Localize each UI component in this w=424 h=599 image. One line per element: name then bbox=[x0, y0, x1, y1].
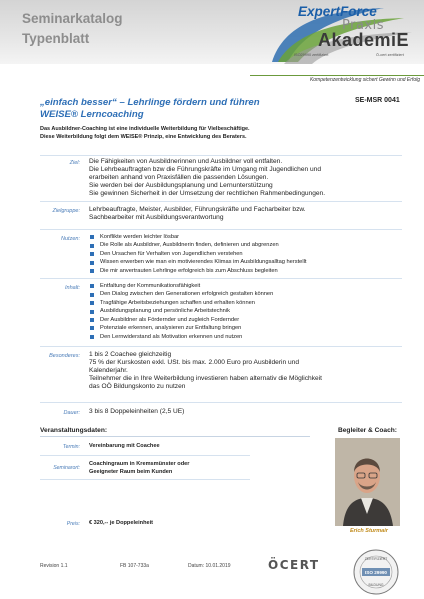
logo-praxis: Praxis bbox=[342, 18, 384, 33]
inhalt-label: Inhalt: bbox=[65, 285, 80, 291]
list-item: Den Dialog zwischen den Generationen erfolgreich gestalten können bbox=[89, 290, 404, 298]
besonderes-text bbox=[89, 351, 404, 391]
seal-bottom-text: BILDUNG bbox=[368, 583, 384, 587]
zielgruppe-line: Lehrbeauftragte, Meister, Ausbilder, Führungskräfte und Facharbeiter bzw. bbox=[89, 206, 306, 213]
coach-portrait-icon bbox=[335, 438, 400, 526]
termin-label: Termin: bbox=[62, 444, 80, 450]
besonderes-line: das OÖ Bildungskonto zu nutzen bbox=[89, 383, 186, 390]
ziel-line: Die Fähigkeiten von Ausbildnerinnen und Ausbildner voll entfalten. bbox=[89, 158, 283, 165]
list-item: Wissen erwerben wie man ein motivierendes Klimas im Ausbildungsalltag herstellt bbox=[89, 258, 404, 266]
ziel-line: Sie werden bei der Ausbildungsplanung und Lernunterstützung bbox=[89, 182, 273, 189]
logo-iso-note: ISO29990 zertifiziert bbox=[294, 53, 329, 57]
list-item: Potenziale erkennen, analysieren zur Entfaltung bringen bbox=[89, 324, 404, 332]
logo-ocert-note: Ö-cert zertifiziert bbox=[376, 53, 404, 57]
section-divider bbox=[40, 402, 402, 403]
logo-akademie: AkademiE bbox=[318, 30, 410, 50]
coach-photo bbox=[335, 438, 400, 526]
coach-name: Erich Sturmair bbox=[350, 528, 388, 534]
preis-label: Preis: bbox=[66, 521, 80, 527]
list-item: Die Rolle als Ausbildner, Ausbildnerin finden, definieren und abgrenzen bbox=[89, 241, 404, 249]
ziel-line: Die Lehrbeauftragten bzw die Führungskräfte im Umgang mit Jugendlichen und bbox=[89, 166, 322, 173]
besonderes-label: Besonderes: bbox=[49, 353, 80, 359]
ziel-text bbox=[89, 158, 404, 198]
zielgruppe-label: Zielgruppe: bbox=[52, 208, 80, 214]
veranstaltung-heading: Veranstaltungsdaten: bbox=[40, 427, 108, 434]
intro-text bbox=[40, 126, 400, 141]
seminar-title-line2: WEISE® Lerncoaching bbox=[40, 109, 144, 120]
list-item: Tragfähige Arbeitsbeziehungen schaffen und erhalten können bbox=[89, 299, 404, 307]
ziel-line: erarbeiten anhand von Praxisfällen die passenden Lösungen. bbox=[89, 174, 269, 181]
list-item: Entfaltung der Kommunikationsfähigkeit bbox=[89, 282, 404, 290]
section-divider bbox=[40, 346, 402, 347]
zielgruppe-text bbox=[89, 206, 404, 222]
logo-brand: ExpertForce bbox=[298, 4, 377, 19]
seminar-title bbox=[40, 97, 260, 121]
section-divider bbox=[40, 278, 402, 279]
catalog-title: Seminarkatalog bbox=[22, 11, 123, 26]
seal-center-text: ISO 29990 bbox=[365, 570, 387, 575]
list-item: Den Lernwiderstand als Motivation erkennen und nutzen bbox=[89, 333, 404, 341]
intro-line: Das Ausbildner-Coaching ist eine individuelle Weiterbildung für Vielbeschäftige. bbox=[40, 126, 250, 132]
expertforce-logo bbox=[258, 2, 422, 72]
seminarort-line: Geeigneter Raum beim Kunden bbox=[89, 469, 173, 476]
seal-top-text: ZERTIFIZIERT bbox=[364, 557, 388, 561]
preis-value: € 320,-- je Doppeleinheit bbox=[89, 520, 154, 526]
besonderes-line: Teilnehmer die in Ihre Weiterbildung investieren haben alternativ die Möglichkeit bbox=[89, 375, 322, 382]
tagline: Kompetenzentwicklung sichert Gewinn und Erfolg bbox=[309, 77, 420, 83]
certification-seal-icon bbox=[352, 548, 400, 596]
ziel-line: Sie gewinnen Sicherheit in der Umsetzung der rechtlichen Rahmenbedingungen. bbox=[89, 190, 326, 197]
besonderes-line: 75 % der Kurskosten exkl. USt. bis max. 2.000 Euro pro Ausbilderin und bbox=[89, 359, 300, 366]
footer-form-number: FB 107-733a bbox=[120, 563, 149, 569]
ocert-logo: ÖCERT bbox=[268, 558, 320, 572]
nutzen-label: Nutzen: bbox=[61, 236, 80, 242]
list-item: Die mir anvertrauten Lehrlinge erfolgreich bis zum Abschluss begleiten bbox=[89, 267, 404, 275]
termin-value: Vereinbarung mit Coachee bbox=[89, 443, 160, 449]
seminar-code: SE-MSR 0041 bbox=[355, 97, 400, 104]
list-item: Der Ausbildner als Fördernder und zugleich Fordernder bbox=[89, 316, 404, 324]
section-divider bbox=[40, 201, 402, 202]
dauer-text: 3 bis 8 Doppeleinheiten (2,5 UE) bbox=[89, 408, 185, 415]
list-item: Konflikte werden leichter lösbar bbox=[89, 233, 404, 241]
zielgruppe-line: Sachbearbeiter mit Ausbildungsverantwortung bbox=[89, 214, 224, 221]
section-divider bbox=[40, 229, 402, 230]
seminarort-label: Seminarort: bbox=[53, 465, 80, 471]
besonderes-line: Kalenderjahr. bbox=[89, 367, 128, 374]
list-item: Den Ursachen für Verhalten von Jugendlichen verstehen bbox=[89, 250, 404, 258]
nutzen-list bbox=[89, 233, 404, 275]
section-divider bbox=[40, 155, 402, 156]
seminarort-line: Coachingraum in Kremsmünster oder bbox=[89, 461, 190, 467]
veranstaltung-divider bbox=[40, 436, 310, 437]
seminarort-value bbox=[89, 460, 249, 476]
row-divider bbox=[40, 479, 250, 480]
dauer-label: Dauer: bbox=[63, 410, 80, 416]
footer-date: Datum: 10.01.2019 bbox=[188, 563, 231, 569]
ziel-label: Ziel: bbox=[69, 160, 80, 166]
coach-heading: Begleiter & Coach: bbox=[338, 427, 397, 434]
footer-revision: Revision 1.1 bbox=[40, 563, 68, 569]
seminar-title-line1: „einfach besser“ – Lehrlinge fördern und führen bbox=[40, 97, 260, 108]
inhalt-list bbox=[89, 282, 404, 341]
row-divider bbox=[40, 455, 250, 456]
besonderes-line: 1 bis 2 Coachee gleichzeitig bbox=[89, 351, 172, 358]
catalog-subtitle: Typenblatt bbox=[22, 31, 90, 46]
tagline-divider bbox=[250, 75, 424, 76]
intro-line: Diese Weiterbildung folgt dem WEISE® Prinzip, eine Entwicklung des Beraters. bbox=[40, 133, 247, 140]
list-item: Ausbildungsplanung und persönliche Arbeitstechnik bbox=[89, 307, 404, 315]
